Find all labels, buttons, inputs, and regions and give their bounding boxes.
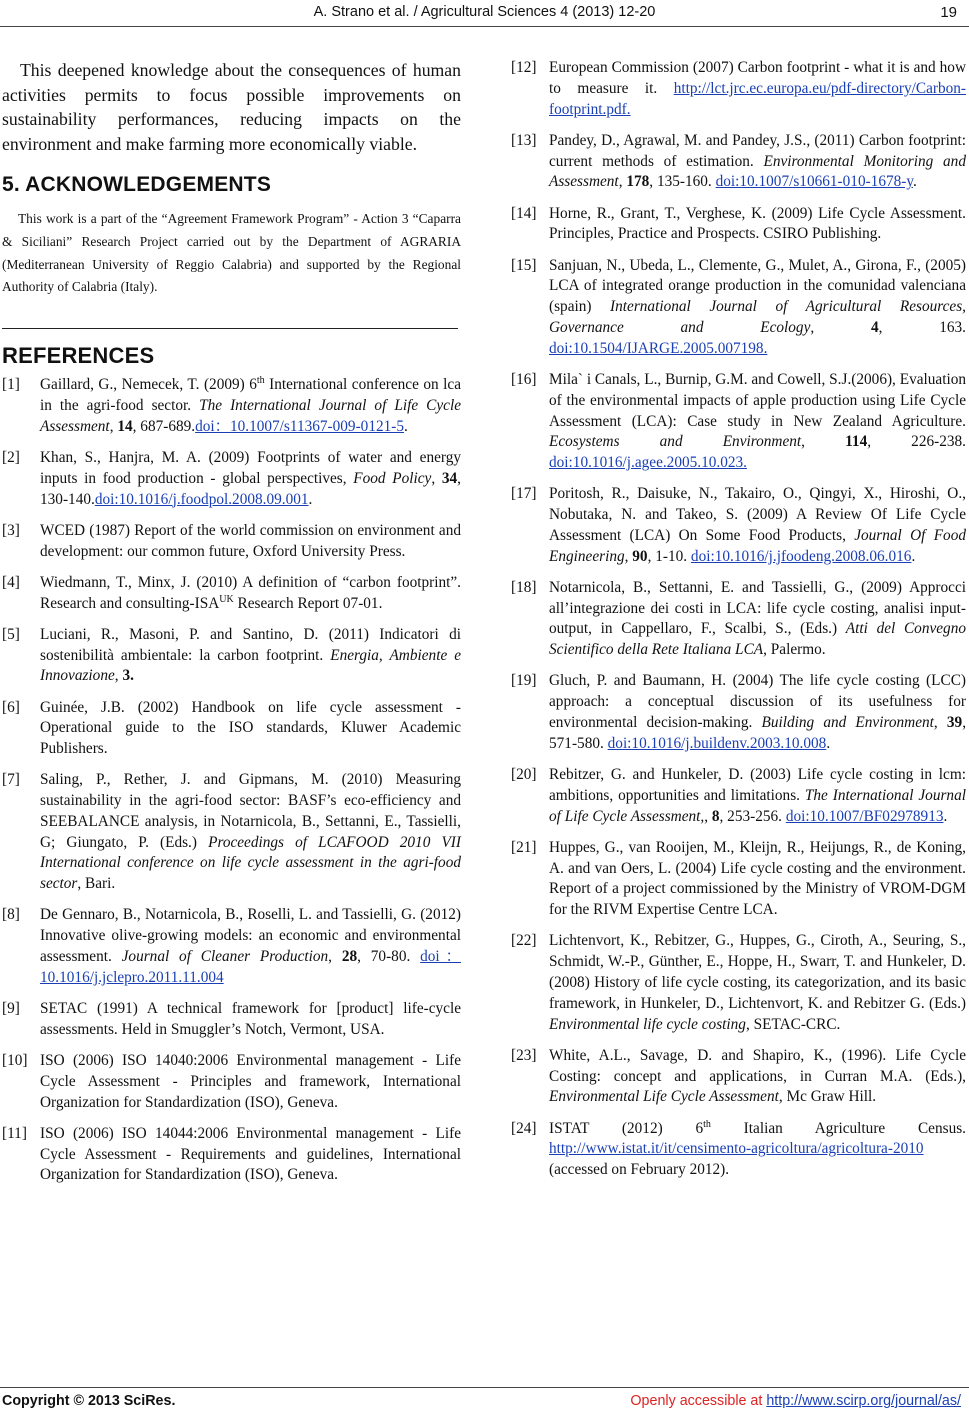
reference-number: [4]: [2, 573, 20, 591]
reference-continued: Research Report 07-01.: [233, 594, 383, 612]
reference-item: [2, 999, 461, 1041]
punct: ,: [328, 948, 342, 966]
reference-number: [6]: [2, 698, 20, 716]
reference-number: [1]: [2, 376, 20, 394]
reference-item: [2, 1051, 461, 1113]
reference-number: [2]: [2, 448, 20, 466]
journal-title: Environmental Monitoring and Assessment: [549, 152, 966, 191]
reference-number: [10]: [2, 1052, 28, 1070]
header-rule: [0, 26, 969, 27]
reference-item: [511, 1119, 966, 1181]
reference-item: [511, 58, 966, 120]
punct: ,: [933, 714, 947, 732]
journal-title: Food Policy: [353, 469, 432, 487]
reference-continued: Italian Agriculture Census.: [710, 1119, 966, 1137]
doi-link[interactable]: http://lct.jrc.ec.europa.eu/pdf-directory/Carbon-footprint.pdf.: [549, 79, 966, 118]
reference-item: [2, 573, 461, 615]
reference-end: .: [913, 173, 917, 191]
punct: ,: [801, 433, 846, 451]
punct: ,: [431, 469, 442, 487]
running-header: [0, 2, 969, 24]
punct: ,: [109, 417, 118, 435]
reference-authors: Saling, P., Rether, J. and Gipmans, M. (2010) Measuring sustainability in the agri-food sector: BASF’s eco-efficiency and SEEBALANCE analysis, in Notarnicola, B., Settanni, E., Tassielli, G; Giungato, P. (Eds.): [40, 771, 461, 851]
volume: 34: [441, 469, 458, 487]
superscript: th: [703, 1118, 711, 1130]
footer-rule: [0, 1387, 969, 1388]
reference-item: [511, 484, 966, 567]
reference-authors: ISO (2006) ISO 14044:2006 Environmental management - Life Cycle Assessment - Requirements and guidelines, International Organization for Standardization (ISO), Geneva.: [40, 1124, 461, 1184]
reference-list-right: [511, 58, 966, 1181]
reference-text: [549, 1046, 966, 1108]
reference-text: [40, 448, 461, 510]
reference-authors: Gaillard, G., Nemecek, T. (2009) 6: [40, 376, 257, 394]
reference-item: [511, 765, 966, 827]
reference-text: [40, 698, 461, 760]
reference-authors: White, A.L., Savage, D. and Shapiro, K., (1996). Life Cycle Costing: concept and applications, in Curran M.A. (Eds.),: [549, 1046, 966, 1085]
reference-authors: WCED (1987) Report of the world commission on environment and development: our common future, Oxford University Press.: [40, 521, 461, 560]
reference-text: [40, 625, 461, 687]
journal-title: The International Journal of Life Cycle Assessment: [40, 396, 461, 435]
pages: , Bari.: [77, 875, 116, 893]
reference-item: [2, 625, 461, 687]
journal-title: Atti del Convegno Scientifico della Rete Italiana LCA: [549, 620, 966, 659]
reference-authors: Poritosh, R., Daisuke, N., Takairo, O., Qingyi, X., Hiroshi, O., Nobutaka, N. and Takeo, S. (2009) A Review Of Life Cycle Assessment (LCA) On Some Food Products,: [549, 485, 966, 544]
punct: ,: [624, 547, 633, 565]
reference-text: [40, 999, 461, 1041]
reference-end: .: [404, 417, 408, 435]
reference-authors: Luciani, R., Masoni, P. and Santino, D. (2011) Indicatori di sostenibilità ambientale: la carbon footprint.: [40, 625, 461, 664]
reference-item: [511, 671, 966, 754]
acknowledgements-heading: 5. ACKNOWLEDGEMENTS: [2, 173, 272, 196]
pages: , 130-140.: [40, 469, 461, 508]
running-title: A. Strano et al. / Agricultural Sciences 4 (2013) 12-20: [313, 4, 656, 20]
doi-link[interactable]: http://www.istat.it/it/censimento-agricoltura/agricoltura-2010: [549, 1140, 924, 1158]
doi-link[interactable]: doi：10.1007/s11367-009-0121-5: [195, 417, 405, 435]
superscript: th: [256, 375, 265, 387]
volume: 28: [341, 948, 358, 966]
reference-number: [19]: [511, 672, 537, 690]
reference-item: [2, 375, 461, 437]
reference-authors: Horne, R., Grant, T., Verghese, K. (2009) Life Cycle Assessment. Principles, Practice and Prospects. CSIRO Publishing.: [549, 204, 966, 243]
reference-authors: Khan, S., Hanjra, M. A. (2009) Footprints of water and energy inputs in food production - global perspectives,: [40, 448, 461, 487]
reference-number: [24]: [511, 1119, 537, 1137]
reference-item: [511, 256, 966, 360]
reference-number: [18]: [511, 578, 537, 596]
reference-authors: Pandey, D., Agrawal, M. and Pandey, J.S., (2011) Carbon footprint: current methods of estimation.: [549, 131, 966, 170]
right-column: [511, 58, 966, 1191]
reference-text: [40, 1051, 461, 1113]
reference-item: [2, 521, 461, 563]
punct: ,: [704, 807, 712, 825]
punct: ,: [810, 318, 871, 336]
open-access-text: Openly accessible at: [630, 1393, 767, 1409]
reference-authors: Wiedmann, T., Minx, J. (2010) A definition of “carbon footprint”. Research and consulting-ISA: [40, 573, 461, 612]
reference-continued: International conference on lca in the agri-food sector.: [40, 376, 461, 414]
reference-number: [13]: [511, 131, 537, 149]
reference-end: .: [826, 734, 831, 752]
journal-link[interactable]: http://www.scirp.org/journal/as/: [766, 1393, 961, 1409]
doi-link[interactable]: doi:10.1007/s10661-010-1678-y: [715, 173, 914, 191]
volume: 4: [870, 318, 879, 336]
page-footer: [0, 1393, 969, 1415]
reference-text: [549, 765, 966, 827]
reference-text: [40, 770, 461, 895]
reference-item: [2, 448, 461, 510]
reference-number: [20]: [511, 766, 537, 784]
intro-paragraph: This deepened knowledge about the consequences of human activities permits to focus possible improvements on sustainability performances, reducing impacts on the environment and make farming more economically viable.: [2, 60, 461, 154]
journal-title: Proceedings of LCAFOOD 2010 VII International conference on life cycle assessment in the agri-food sector: [40, 833, 461, 893]
reference-text: [549, 131, 966, 193]
reference-number: [22]: [511, 932, 537, 950]
open-access-note: [630, 1393, 961, 1409]
reference-item: [511, 131, 966, 193]
volume: 90: [632, 547, 648, 565]
pages: , 70-80.: [357, 948, 421, 966]
reference-item: [2, 1124, 461, 1186]
reference-number: [3]: [2, 521, 20, 539]
pages: , 253-256.: [719, 807, 786, 825]
reference-number: [23]: [511, 1046, 537, 1064]
volume: 39: [946, 714, 963, 732]
reference-text: [549, 931, 966, 1035]
punct: ,: [114, 667, 123, 685]
pages: , 135-160.: [649, 173, 716, 191]
reference-text: [40, 905, 461, 988]
reference-item: [2, 698, 461, 760]
pages: , 163.: [878, 318, 967, 336]
reference-authors: Lichtenvort, K., Rebitzer, G., Huppes, G., Ciroth, A., Seuring, S., Schmidt, W.-P., Günther, E., Hoppe, H., Swarr, T. and Hunkeler, D. (2008) History of life cycle costing, its categorization, and its basic framework, in Hunkeler, D., Lichtenvort, K. and Rebitzer G. (Eds.): [549, 932, 966, 1012]
journal-title: International Journal of Agricultural Resources, Governance and Ecology: [549, 298, 966, 336]
journal-title: Building and Environment: [761, 714, 934, 732]
reference-number: [21]: [511, 838, 537, 856]
doi-link[interactable]: doi:10.1016/j.jfoodeng.2008.06.016: [690, 547, 912, 565]
pages: , Mc Graw Hill.: [778, 1088, 877, 1106]
reference-number: [15]: [511, 256, 537, 274]
reference-item: [511, 370, 966, 474]
reference-authors: ISTAT (2012) 6: [549, 1119, 704, 1137]
reference-authors: Notarnicola, B., Settanni, E. and Tassielli, G., (2009) Approcci all’integrazione dei costi in LCA: life cycle costing, analisi input-output, in Cappellaro, F., Scalbi, S., (Eds.): [549, 578, 966, 638]
section-rule: [2, 328, 458, 329]
reference-text: [40, 521, 461, 563]
reference-end: .: [308, 490, 313, 508]
doi-link[interactable]: doi:10.1016/j.foodpol.2008.09.001: [94, 490, 309, 508]
reference-authors: De Gennaro, B., Notarnicola, B., Roselli, L. and Tassielli, G. (2012) Innovative olive-growing models: an economic and environmental assessment.: [40, 906, 461, 966]
reference-end: .: [943, 807, 948, 825]
acknowledgements-text: This work is a part of the “Agreement Framework Program” - Action 3 “Caparra & Siciliani” Research Project carried out by the Department of AGRARIA (Mediterranean University of Reggio Calabria) and supported by the Regional Authority of Calabria (Italy).: [2, 211, 461, 295]
reference-text: [549, 671, 966, 754]
reference-authors: ISO (2006) ISO 14040:2006 Environmental management - Life Cycle Assessment - Principles and framework, International Organization for Standardization (ISO), Geneva.: [40, 1052, 461, 1111]
page-number: 19: [940, 4, 957, 21]
journal-title: Ecosystems and Environment: [549, 433, 802, 451]
reference-item: [2, 905, 461, 988]
reference-number: [12]: [511, 59, 537, 76]
doi-link[interactable]: doi:10.1016/j.agee.2005.10.023.: [549, 454, 747, 472]
doi-link[interactable]: doi：10.1016/j.jclepro.2011.11.004: [40, 948, 461, 986]
volume: 178: [626, 173, 650, 191]
reference-authors: Rebitzer, G. and Hunkeler, D. (2003) Life cycle costing in lcm: ambitions, opportunities and limitations.: [549, 766, 966, 804]
reference-authors: European Commission (2007) Carbon footprint - what it is and how to measure it.: [549, 59, 966, 97]
volume: 14: [117, 417, 133, 435]
left-column: [2, 58, 461, 1197]
reference-authors: Huppes, G., van Rooijen, M., Kleijn, R., Heijungs, R., de Koning, A. and van Oers, L. (2004) Life cycle costing and the environment. Report of a project commissioned by the Ministry of VROM-DGM for the RIVM Expertise Centre LCA.: [549, 838, 966, 919]
superscript: UK: [219, 593, 234, 605]
pages: , SETAC-CRC.: [745, 1015, 841, 1033]
reference-text: [549, 484, 966, 567]
reference-item: [511, 1046, 966, 1108]
reference-end: (accessed on February 2012).: [549, 1161, 730, 1179]
reference-authors: Mila` i Canals, L., Burnip, G.M. and Cowell, S.J.(2006), Evaluation of the environmental impacts of apple production using Life Cycle Assessment (LCA): Case study in New Zealand Agriculture.: [549, 370, 966, 430]
reference-item: [2, 770, 461, 895]
reference-text: [549, 370, 966, 474]
pages: , 226-238.: [867, 433, 966, 451]
reference-number: [14]: [511, 204, 537, 222]
reference-end: .: [911, 547, 916, 565]
reference-text: [40, 1124, 461, 1186]
reference-item: [511, 204, 966, 246]
journal-title: Journal of Cleaner Production: [121, 948, 329, 966]
reference-text: [549, 578, 966, 661]
reference-number: [9]: [2, 1000, 20, 1018]
reference-text: [549, 204, 966, 246]
reference-authors: Sanjuan, N., Ubeda, L., Clemente, G., Mulet, A., Girona, F., (2005) LCA of integrated orange production in the comunidad valenciana (spain): [549, 256, 966, 316]
reference-item: [511, 931, 966, 1035]
journal-title: Energia, Ambiente e Innovazione: [40, 646, 462, 685]
reference-number: [16]: [511, 370, 537, 388]
reference-number: [8]: [2, 906, 20, 924]
reference-text: [549, 256, 966, 360]
reference-number: [11]: [2, 1124, 27, 1142]
volume: 8: [711, 807, 720, 825]
punct: ,: [618, 173, 627, 191]
references-heading: REFERENCES: [2, 343, 155, 369]
journal-title: The International Journal of Life Cycle Assessment,: [549, 786, 966, 825]
volume: 114: [845, 433, 868, 451]
reference-authors: SETAC (1991) A technical framework for [product] life-cycle assessments. Held in Smuggler’s Notch, Vermont, USA.: [40, 1000, 461, 1038]
volume: 3.: [122, 667, 134, 685]
copyright: Copyright © 2013 SciRes.: [2, 1393, 176, 1409]
reference-number: [7]: [2, 771, 20, 789]
reference-number: [17]: [511, 485, 537, 503]
pages: , Palermo.: [763, 641, 826, 659]
doi-link[interactable]: doi:10.1016/j.buildenv.2003.10.008: [607, 734, 827, 752]
reference-text: [40, 375, 461, 437]
reference-authors: Gluch, P. and Baumann, H. (2004) The life cycle costing (LCC) approach: a conceptual discussion of its usefulness for environmental decision-making.: [549, 672, 966, 732]
pages: , 687-689.: [132, 417, 196, 435]
reference-text: [549, 58, 966, 120]
pages: , 1-10.: [647, 547, 691, 565]
reference-authors: Guinée, J.B. (2002) Handbook on life cycle assessment - Operational guide to the ISO standards, Kluwer Academic Publishers.: [40, 698, 461, 758]
reference-item: [511, 578, 966, 661]
pages: , 571-580.: [549, 714, 967, 752]
journal-title: Journal Of Food Engineering: [549, 526, 966, 565]
doi-link[interactable]: doi:10.1504/IJARGE.2005.007198.: [549, 339, 768, 357]
reference-text: [40, 573, 461, 615]
reference-number: [5]: [2, 625, 20, 643]
reference-list-left: [2, 375, 461, 1186]
reference-text: [549, 838, 966, 921]
journal-title: Environmental Life Cycle Assessment: [549, 1088, 779, 1106]
reference-item: [511, 838, 966, 921]
doi-link[interactable]: doi:10.1007/BF02978913: [785, 807, 944, 825]
reference-text: [549, 1119, 966, 1181]
journal-title: Environmental life cycle costing: [549, 1015, 746, 1033]
